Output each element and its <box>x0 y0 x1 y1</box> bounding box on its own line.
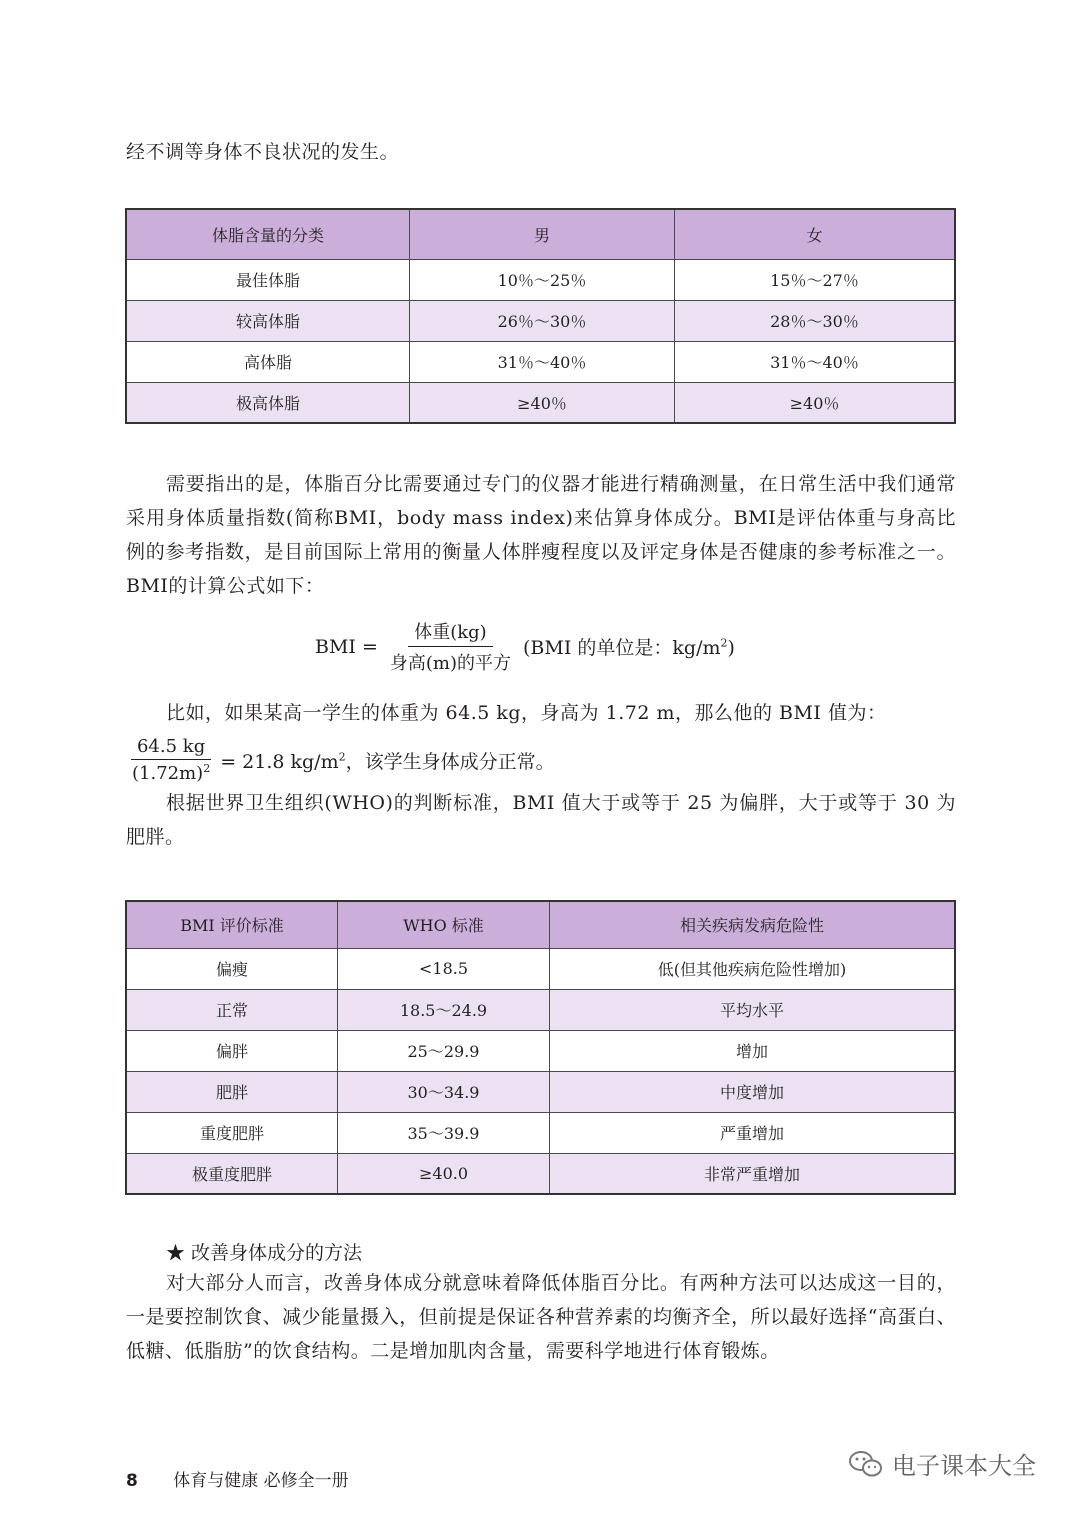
watermark-text: 电子课本大全 <box>892 1452 1036 1480</box>
table-row <box>126 1153 955 1194</box>
table-cell: 35～39.9 <box>338 1112 550 1153</box>
table-cell: 30～34.9 <box>338 1071 550 1112</box>
body-fat-table <box>125 208 956 424</box>
table-cell: 高体脂 <box>126 341 410 382</box>
table-cell: 肥胖 <box>126 1071 338 1112</box>
formula-fraction <box>384 618 517 675</box>
watermark <box>848 1446 1036 1481</box>
method-paragraph: 对大部分人而言，改善身体成分就意味着降低体脂百分比。有两种方法可以达成这一目的，一是要控制饮食、减少能量摄入，但前提是保证各种营养素的均衡齐全，所以最好选择“高蛋白、低糖、低脂肪”的饮食结构。二是增加肌肉含量，需要科学地进行体育锻炼。 <box>126 1272 956 1362</box>
wechat-icon <box>848 1449 884 1479</box>
page-footer <box>126 1466 349 1491</box>
table-cell: 极重度肥胖 <box>126 1153 338 1194</box>
table-cell: 15％～27％ <box>675 259 956 300</box>
table-cell: 偏瘦 <box>126 948 338 989</box>
example-paragraph: 比如，如果某高一学生的体重为 64.5 kg，身高为 1.72 m，那么他的 BMI 值为： <box>166 702 887 724</box>
table-cell: 严重增加 <box>550 1112 956 1153</box>
table-cell: 10％～25％ <box>410 259 675 300</box>
header-cell: BMI 评价标准 <box>126 901 338 948</box>
table-cell: ≥40％ <box>675 382 956 423</box>
bmi-formula <box>315 618 735 675</box>
bmi-calculation <box>126 736 555 784</box>
table-cell: <18.5 <box>338 948 550 989</box>
table-cell: 平均水平 <box>550 989 956 1030</box>
bmi-intro-paragraph: 需要指出的是，体脂百分比需要通过专门的仪器才能进行精确测量，在日常生活中我们通常采用身体质量指数(简称BMI，body mass index)来估算身体成分。BMI是评估体重与身高比例的参考指数，是目前国际上常用的衡量人体胖瘦程度以及评定身体是否健康的参考标准之一。BMI的计算公式如下： <box>126 473 956 597</box>
table-cell: 18.5～24.9 <box>338 989 550 1030</box>
calc-result: = 21.8 $kg/m^2$，该学生身体成分正常。 <box>220 750 555 773</box>
calc-fraction <box>126 736 216 784</box>
header-cell: WHO 标准 <box>338 901 550 948</box>
table-cell: 26％～30％ <box>410 300 675 341</box>
table-cell: 25～29.9 <box>338 1030 550 1071</box>
table-cell: 正常 <box>126 989 338 1030</box>
table-cell: 非常严重增加 <box>550 1153 956 1194</box>
table-row <box>126 1030 955 1071</box>
formula-numerator: 体重(kg) <box>408 618 492 647</box>
calc-denominator: $(1.72m)^2$ <box>132 762 211 784</box>
bmi-table <box>125 900 956 1195</box>
table-cell: 增加 <box>550 1030 956 1071</box>
table-cell: 低(但其他疾病危险性增加) <box>550 948 956 989</box>
table-cell: 偏胖 <box>126 1030 338 1071</box>
table-cell: 中度增加 <box>550 1071 956 1112</box>
page-number: 8 <box>126 1471 138 1491</box>
formula-unit-note: (BMI 的单位是：$kg/m^2$) <box>523 636 735 659</box>
section-heading: ★ 改善身体成分的方法 <box>166 1242 363 1264</box>
table-cell: 最佳体脂 <box>126 259 410 300</box>
header-cell: 相关疾病发病危险性 <box>550 901 956 948</box>
table-row <box>126 1071 955 1112</box>
calc-numerator: 64.5 kg <box>131 736 211 760</box>
table-header-row <box>126 209 955 259</box>
table-cell: ≥40.0 <box>338 1153 550 1194</box>
table-cell: 28％～30％ <box>675 300 956 341</box>
table-row <box>126 300 955 341</box>
table-cell: 重度肥胖 <box>126 1112 338 1153</box>
table-cell: 31％～40％ <box>410 341 675 382</box>
table-cell: 极高体脂 <box>126 382 410 423</box>
formula-lhs: BMI = <box>315 635 378 658</box>
table-row <box>126 948 955 989</box>
table-header-row <box>126 901 955 948</box>
intro-line: 经不调等身体不良状况的发生。 <box>126 141 400 163</box>
table-row <box>126 989 955 1030</box>
table-row <box>126 341 955 382</box>
table-row <box>126 1112 955 1153</box>
formula-denominator: 身高(m)的平方 <box>389 653 512 674</box>
header-cell: 女 <box>675 209 956 259</box>
who-paragraph: 根据世界卫生组织(WHO)的判断标准，BMI 值大于或等于 25 为偏胖，大于或等于 30 为肥胖。 <box>126 792 956 848</box>
table-row <box>126 382 955 423</box>
book-title: 体育与健康 必修全一册 <box>173 1471 349 1491</box>
table-cell: ≥40％ <box>410 382 675 423</box>
table-row <box>126 259 955 300</box>
table-cell: 31％～40％ <box>675 341 956 382</box>
header-cell: 体脂含量的分类 <box>126 209 410 259</box>
table-cell: 较高体脂 <box>126 300 410 341</box>
header-cell: 男 <box>410 209 675 259</box>
